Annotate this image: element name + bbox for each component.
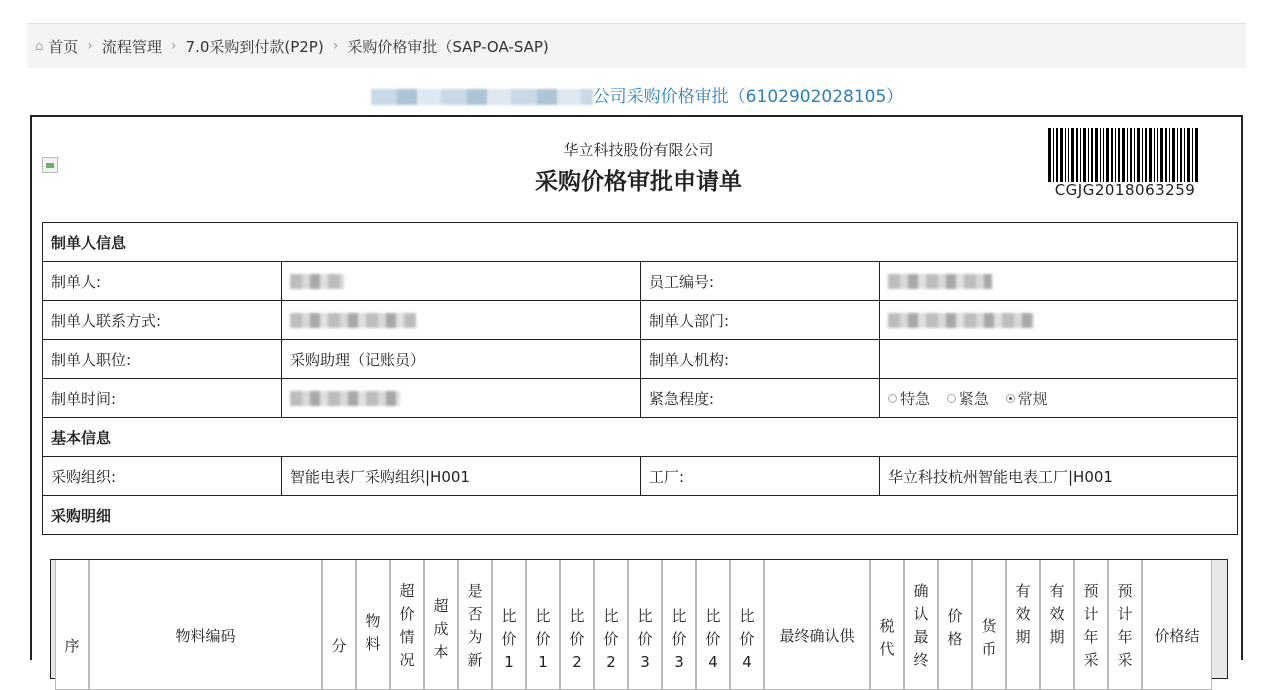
detail-column-label: 比价1	[535, 607, 551, 671]
detail-column-label: 确认最终	[913, 582, 929, 669]
breadcrumb-process-management[interactable]: 流程管理	[101, 37, 162, 56]
section-basic-info: 基本信息	[43, 418, 1238, 457]
detail-column-label: 物料编码	[175, 627, 236, 645]
section-creator-info: 制单人信息	[43, 223, 1238, 262]
detail-column-header	[972, 560, 1006, 690]
barcode-number: CGJG2018063259	[1054, 181, 1196, 199]
value-time	[282, 379, 641, 418]
detail-column-header	[55, 560, 89, 690]
detail-column-label: 比价3	[637, 607, 653, 671]
detail-column-label: 比价2	[569, 607, 585, 671]
detail-column-label: 物料	[365, 612, 381, 653]
detail-column-header	[356, 560, 390, 690]
radio-icon[interactable]	[888, 394, 897, 403]
urgency-option-urgent[interactable]: 紧急	[947, 388, 989, 409]
detail-column-header	[1142, 560, 1212, 690]
detail-column-header	[89, 560, 322, 690]
detail-column-header	[594, 560, 628, 690]
label-creator: 制单人:	[43, 262, 282, 301]
page-heading	[0, 82, 1274, 107]
breadcrumb	[27, 23, 1246, 68]
detail-column-header	[1074, 560, 1108, 690]
redacted-value	[290, 313, 416, 328]
label-time: 制单时间:	[43, 379, 282, 418]
value-creator	[282, 262, 641, 301]
home-icon[interactable]: ⌂	[35, 38, 44, 54]
value-position: 采购助理（记账员）	[282, 340, 641, 379]
detail-column-header	[322, 560, 356, 690]
label-urgency: 紧急程度:	[641, 379, 880, 418]
detail-column-label: 分	[331, 637, 347, 655]
radio-selected-icon[interactable]	[1006, 394, 1015, 403]
label-dept: 制单人部门:	[641, 301, 880, 340]
detail-column-header	[870, 560, 904, 690]
breadcrumb-current[interactable]: 采购价格审批（SAP-OA-SAP)	[347, 37, 549, 56]
detail-column-header	[560, 560, 594, 690]
value-dept	[880, 301, 1238, 340]
section-purchase-detail: 采购明细	[43, 496, 1238, 535]
detail-column-header	[390, 560, 424, 690]
redacted-value	[888, 274, 992, 289]
detail-column-label: 价格结	[1154, 627, 1200, 645]
detail-column-label: 比价3	[671, 607, 687, 671]
form-title: 采购价格审批申请单	[535, 169, 742, 195]
value-urgency	[880, 379, 1238, 418]
detail-column-label: 预计年采	[1117, 582, 1133, 669]
detail-column-header	[730, 560, 764, 690]
value-org	[880, 340, 1238, 379]
detail-column-label: 有效期	[1049, 582, 1065, 646]
detail-column-header	[764, 560, 870, 690]
detail-column-header	[662, 560, 696, 690]
label-employee-no: 员工编号:	[641, 262, 880, 301]
breadcrumb-separator: ›	[332, 38, 339, 54]
detail-column-label: 有效期	[1015, 582, 1031, 646]
redacted-value	[290, 274, 344, 289]
detail-column-label: 超成本	[433, 597, 449, 661]
detail-column-label: 最终确认供	[779, 627, 855, 645]
label-factory: 工厂:	[641, 457, 880, 496]
label-position: 制单人职位:	[43, 340, 282, 379]
detail-column-header	[1108, 560, 1142, 690]
value-contact	[282, 301, 641, 340]
detail-column-header	[628, 560, 662, 690]
detail-column-header	[938, 560, 972, 690]
detail-column-label: 序	[64, 637, 80, 655]
detail-column-label: 比价2	[603, 607, 619, 671]
detail-column-label: 超价情况	[399, 582, 415, 669]
label-contact: 制单人联系方式:	[43, 301, 282, 340]
approval-form	[30, 115, 1243, 671]
detail-column-header	[1040, 560, 1074, 690]
detail-column-header	[458, 560, 492, 690]
value-purchase-org: 智能电表厂采购组织|H001	[282, 457, 641, 496]
info-table	[42, 222, 1238, 535]
breadcrumb-separator: ›	[170, 38, 177, 54]
page-heading-text: 公司采购价格审批（6102902028105）	[592, 87, 904, 107]
redacted-company-name	[371, 89, 593, 105]
detail-column-label: 货币	[981, 617, 997, 658]
detail-column-header	[1006, 560, 1040, 690]
value-employee-no	[880, 262, 1238, 301]
purchase-detail-table	[50, 559, 1228, 679]
detail-column-label: 比价1	[501, 607, 517, 671]
company-name: 华立科技股份有限公司	[563, 141, 714, 159]
detail-table-header	[55, 560, 1212, 690]
label-org: 制单人机构:	[641, 340, 880, 379]
radio-icon[interactable]	[947, 394, 956, 403]
breadcrumb-home[interactable]: 首页	[48, 37, 79, 56]
detail-column-label: 比价4	[739, 607, 755, 671]
detail-column-header	[904, 560, 938, 690]
label-purchase-org: 采购组织:	[43, 457, 282, 496]
detail-column-label: 比价4	[705, 607, 721, 671]
detail-column-header	[492, 560, 526, 690]
detail-column-header	[424, 560, 458, 690]
urgency-option-very-urgent[interactable]: 特急	[888, 388, 930, 409]
detail-column-header	[526, 560, 560, 690]
barcode-icon	[1048, 128, 1198, 182]
redacted-value	[888, 313, 1034, 328]
urgency-option-normal[interactable]: 常规	[1006, 388, 1048, 409]
detail-column-label: 价格	[947, 607, 963, 648]
value-factory: 华立科技杭州智能电表工厂|H001	[880, 457, 1238, 496]
breadcrumb-separator: ›	[87, 38, 93, 54]
detail-column-label: 预计年采	[1083, 582, 1099, 669]
redacted-value	[290, 391, 400, 406]
detail-column-label: 是否为新	[467, 582, 483, 669]
breadcrumb-p2p[interactable]: 7.0采购到付款(P2P)	[185, 37, 324, 56]
detail-column-header	[696, 560, 730, 690]
detail-column-label: 税代	[879, 617, 895, 658]
